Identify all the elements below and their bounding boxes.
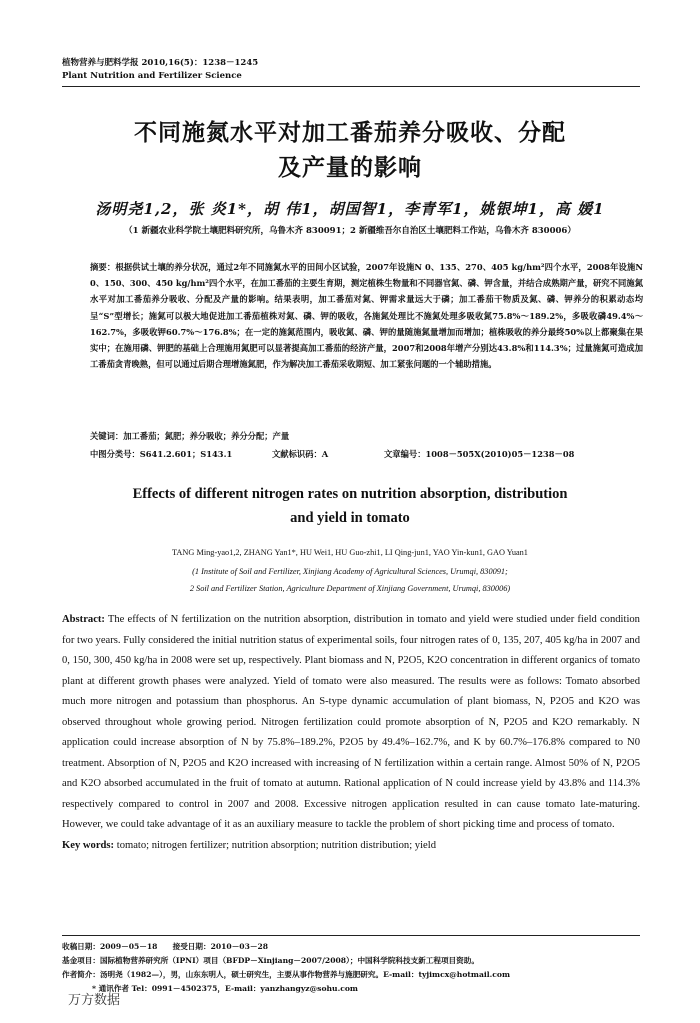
journal-name-cn: 植物营养与肥料学报 2010,16(5)：1238－1245	[62, 58, 259, 68]
english-keywords-text: tomato; nitrogen fertilizer; nutrition absorption; nutrition distribution; yield	[116, 839, 436, 851]
clc-value: S641.2.601；S143.1	[139, 449, 233, 459]
clc-field	[90, 448, 272, 460]
english-abstract-label: Abstract:	[62, 614, 105, 625]
classification-row	[90, 448, 643, 460]
article-no-value: 1008－505X(2010)05－1238－08	[425, 449, 575, 459]
chinese-keywords-label: 关键词：	[90, 431, 124, 441]
chinese-affiliation: （1 新疆农业科学院土壤肥料研究所，乌鲁木齐 830091；2 新疆维吾尔自治区土壤肥料工作站，乌鲁木齐 830006）	[124, 226, 576, 236]
footnote-author: 作者简介：汤明尧（1982—），男，山东东明人，硕士研究生，主要从事作物营养与施肥研究。E-mail：tyjimcx@hotmail.com	[62, 970, 510, 979]
english-title	[0, 482, 700, 530]
clc-label: 中图分类号：	[90, 449, 140, 459]
article-no-field	[384, 448, 574, 460]
footnote-corresponding: * 通讯作者 Tel：0991－4502375，E-mail：yanzhangyz@sohu.com	[92, 984, 358, 993]
doc-code-label: 文献标识码：	[272, 449, 322, 459]
chinese-keywords-text: 加工番茄；氮肥；养分吸收；养分分配；产量	[123, 431, 290, 441]
chinese-title	[0, 115, 700, 185]
header-rule	[62, 86, 640, 87]
chinese-title-line2: 及产量的影响	[278, 154, 422, 181]
english-title-line2: and yield in tomato	[290, 510, 410, 526]
watermark: 万方数据	[68, 993, 121, 1008]
article-no-label: 文章编号：	[384, 449, 426, 459]
english-affiliation-2: 2 Soil and Fertilizer Station, Agriculture Department of Xinjiang Government, Urumqi, 830006)	[189, 584, 511, 593]
chinese-abstract	[90, 259, 643, 372]
footnote-fund: 基金项目：国际植物营养研究所（IPNI）项目（BFDP－Xinjiang－2007/2008）；中国科学院科技支新工程项目资助。	[62, 956, 479, 965]
doc-code-value: A	[321, 449, 329, 459]
doc-code-field	[272, 448, 384, 460]
english-abstract	[62, 610, 640, 856]
english-authors: TANG Ming-yao1,2, ZHANG Yan1*, HU Wei1, HU Guo-zhi1, LI Qing-jun1, YAO Yin-kun1, GAO Yuan1	[172, 548, 528, 557]
footnote-rule	[62, 935, 640, 936]
chinese-title-line1: 不同施氮水平对加工番茄养分吸收、分配	[134, 119, 566, 146]
chinese-authors: 汤明尧1,2，张 炎1*，胡 伟1，胡国智1，李青军1，姚银坤1，高 媛1	[95, 200, 605, 218]
chinese-keywords	[90, 430, 289, 442]
english-abstract-text: The effects of N fertilization on the nutrition absorption, distribution in tomato and yield were studied under field condition for two years. Fully considered the initial nutrition status of experimental soils, four nitrogen rates of 0, 135, 207, 405 kg/ha in 2007 and 0, 150, 300, 450 kg/ha in 2008 were set up, respectively. Plant biomass and N, P2O5, K2O concentration in different organics of tomato plant at different growth phases were analyzed. Yield of tomato were also measured. The results were as follows: Tomato absorbed much more nitrogen and potassium than phosphorus. An S-type dynamic accumulation of plant biomass, N, P2O5 and K2O was observed throughout whole growing period. Nitrogen fertilization could promote absorption of N, P2O5 and K2O remarkably. N application could increase absorption of N by 75.8%–189.2%, P2O5 by 49.4%–162.7%, and K by 60.7%–176.8% compared to N0 treatment. Absorption of N, P2O5 and K2O increased with increasing of N fertilization within a certain range. Almost 50% of N, P2O5 and K2O absorbed accumulated in the fruit of tomato at autumn. Rational application of N could increase yield by 43.8% and 114.3% respectively compared to control in 2007 and 2008. Excessive nitrogen application resulted in can cause tomato late-maturing. However, we could take advantage of it as an auxiliary measure to tackle the problem of short picking time and process of tomato.	[62, 614, 640, 830]
chinese-abstract-label: 摘要：	[90, 262, 116, 272]
journal-name-en: Plant Nutrition and Fertilizer Science	[62, 71, 242, 81]
english-keywords-label: Key words:	[62, 839, 115, 851]
footnote-received: 收稿日期：2009－05－18 接受日期：2010－03－28	[62, 942, 269, 951]
chinese-abstract-text: 根据供试土壤的养分状况，通过2年不同施氮水平的田间小区试验，2007年设施N 0、135、270、405 kg/hm²四个水平，2008年设施N 0、150、300、450 kg/hm²四个水平，在加工番茄的主要生育期，测定植株生物量和不同器官氮、磷、钾含量，并结合成熟期产量，研究不同施氮水平对加工番茄养分吸收、分配及产量的影响。结果表明，加工番茄对氮、钾需求量远大于磷；加工番茄干物质及氮、磷、钾养分的积累动态均呈“S”型增长；施氮可以极大地促进加工番茄植株对氮、磷、钾的吸收，各施氮处理比不施氮处理多吸收氮75.8%～189.2%，多吸收磷49.4%～162.7%，多吸收钾60.7%～176.8%；在一定的施氮范围内，吸收氮、磷、钾的量随施氮量增加而增加；植株吸收的养分最终50%以上都聚集在果实中；在施用磷、钾肥的基础上合理施用氮肥可以显著提高加工番茄的经济产量，2007和2008年增产分别达43.8%和114.3%；过量施氮可造成加工番茄贪青晚熟，但可以通过后期合理增施氮肥，作为解决加工番茄采收期短、加工紧张问题的一个辅助措施。	[90, 262, 643, 370]
journal-header	[62, 57, 258, 83]
english-affiliation-1: (1 Institute of Soil and Fertilizer, Xinjiang Academy of Agricultural Sciences, Urumqi, 830091;	[192, 567, 508, 576]
english-title-line1: Effects of different nitrogen rates on nutrition absorption, distribution	[132, 486, 568, 502]
